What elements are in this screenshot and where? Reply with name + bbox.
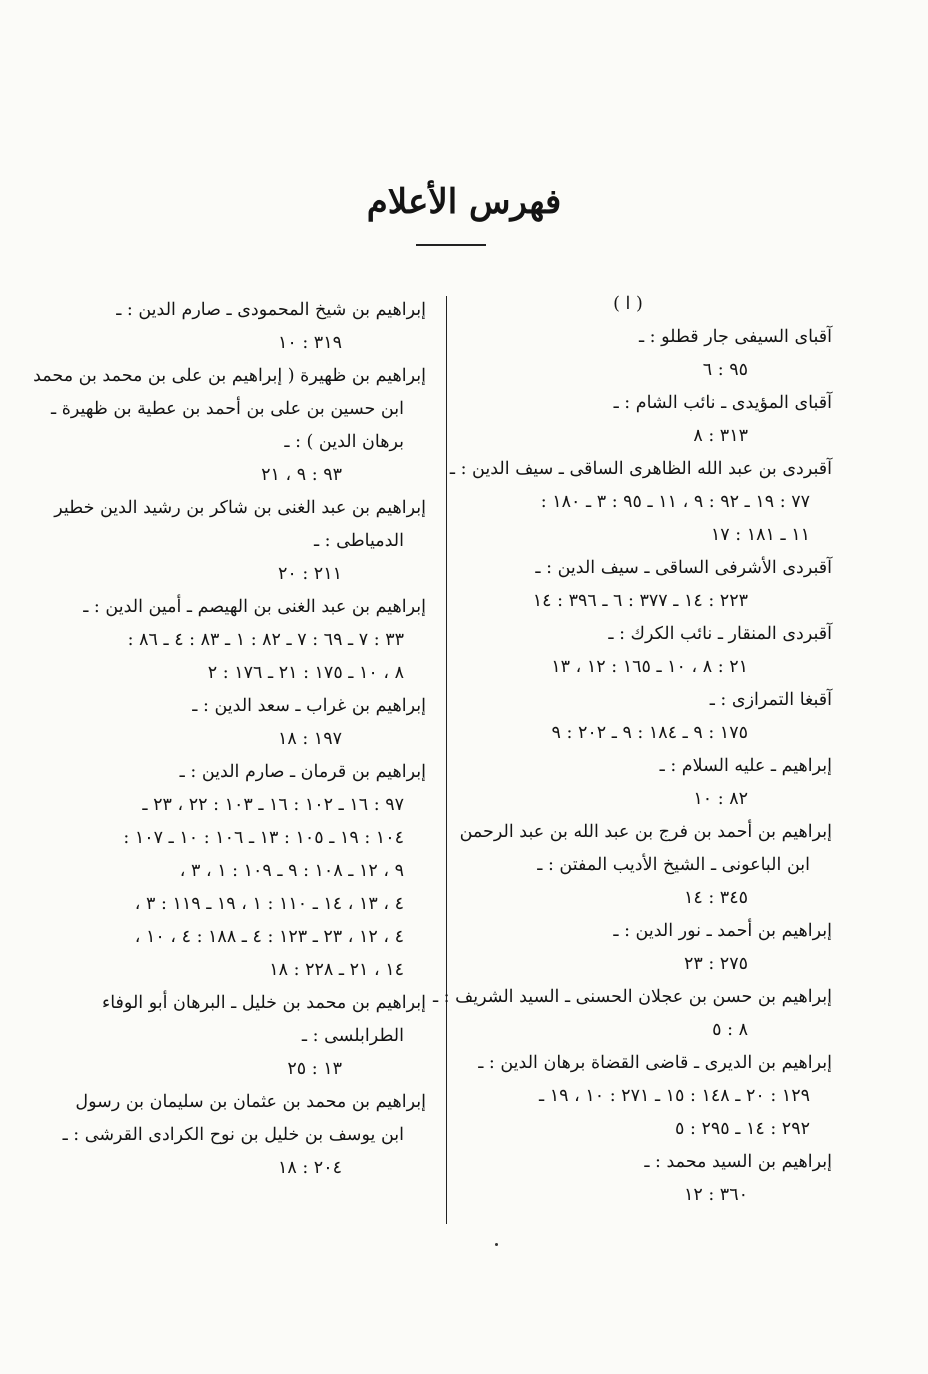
entry-name-continued: الطرابلسى : ـ bbox=[301, 1026, 404, 1046]
page-references: ٤ ، ١٣ ، ١٤ ـ ١١٠ : ١ ، ١٩ ـ ١١٩ : ٣ ، bbox=[134, 894, 404, 914]
entry-name: إبراهيم بن محمد بن عثمان بن سليمان بن رسول bbox=[75, 1092, 426, 1112]
page-references: ٢١ : ٨ ، ١٠ ـ ١٦٥ : ١٢ ، ١٣ bbox=[551, 657, 748, 677]
index-entry bbox=[54, 492, 426, 591]
index-entry bbox=[449, 453, 832, 552]
entry-name: آقباى المؤيدى ـ نائب الشام : ـ bbox=[613, 393, 832, 413]
index-entry bbox=[62, 1086, 426, 1185]
page-references: ٣٤٥ : ١٤ bbox=[683, 888, 748, 908]
entry-name: إبراهيم بن عبد الغنى بن الهيصم ـ أمين الدين : ـ bbox=[83, 597, 426, 617]
page-references: ٣٣ : ٧ ـ ٦٩ : ٧ ـ ٨٢ : ١ ـ ٨٣ : ٤ ـ ٨٦ : bbox=[127, 630, 404, 650]
index-entry bbox=[456, 387, 832, 453]
entry-name: إبراهيم بن شيخ المحمودى ـ صارم الدين : ـ bbox=[116, 300, 426, 320]
page-references: ٨ ، ١٠ ـ ١٧٥ : ٢١ ـ ١٧٦ : ٢ bbox=[207, 663, 404, 683]
index-entry bbox=[456, 684, 832, 750]
section-letter: ( ا ) bbox=[613, 294, 643, 314]
entry-name: إبراهيم بن عبد الغنى بن شاكر بن رشيد الدين خطير bbox=[54, 498, 426, 518]
index-entry bbox=[33, 360, 426, 492]
entry-name: آقباى السيفى جار قطلو : ـ bbox=[638, 327, 832, 347]
entry-name: آقبردى الأشرفى الساقى ـ سيف الدين : ـ bbox=[535, 558, 832, 578]
entry-name: إبراهيم بن أحمد ـ نور الدين : ـ bbox=[613, 921, 832, 941]
index-entry bbox=[456, 816, 832, 915]
index-column-right bbox=[432, 288, 832, 1212]
page-references: ٢٧٥ : ٢٣ bbox=[683, 954, 748, 974]
page-references: ٩ ، ١٢ ـ ١٠٨ : ٩ ـ ١٠٩ : ١ ، ٣ ، bbox=[179, 861, 404, 881]
entry-name-continued: ابن يوسف بن خليل بن نوح الكرادى القرشى : ـ bbox=[62, 1125, 404, 1145]
page-references: ١٩٧ : ١٨ bbox=[277, 729, 342, 749]
entry-name: آقبغا التمرازى : ـ bbox=[709, 690, 832, 710]
page-references: ١٢٩ : ٢٠ ـ ١٤٨ : ١٥ ـ ٢٧١ : ١٠ ، ١٩ ـ bbox=[539, 1086, 810, 1106]
print-speck bbox=[495, 1243, 498, 1246]
entry-name: إبراهيم بن السيد محمد : ـ bbox=[644, 1152, 832, 1172]
index-entry bbox=[456, 750, 832, 816]
page-references: ٣٦٠ : ١٢ bbox=[683, 1185, 748, 1205]
entry-name: إبراهيم ـ عليه السلام : ـ bbox=[659, 756, 832, 776]
entry-name: إبراهيم بن أحمد بن فرج بن عبد الله بن عبد الرحمن bbox=[459, 822, 832, 842]
page-references: ١٤ ، ٢١ ـ ٢٢٨ : ١٨ bbox=[269, 960, 404, 980]
index-entry bbox=[456, 1146, 832, 1212]
entries-list-right bbox=[432, 321, 832, 1212]
entry-name: إبراهيم بن قرمان ـ صارم الدين : ـ bbox=[179, 762, 426, 782]
index-entry bbox=[456, 321, 832, 387]
page-references: ٢٩٢ : ١٤ ـ ٢٩٥ : ٥ bbox=[675, 1119, 810, 1139]
column-divider bbox=[446, 296, 447, 1224]
entry-name: إبراهيم بن ظهيرة ( إبراهيم بن على بن محمد بن محمد bbox=[33, 366, 426, 386]
index-entry bbox=[66, 591, 426, 690]
index-entry bbox=[66, 690, 426, 756]
index-title: فهرس الأعلام bbox=[366, 182, 562, 222]
index-entry bbox=[456, 618, 832, 684]
entries-list-left bbox=[33, 294, 426, 1185]
index-column-left bbox=[33, 294, 426, 1185]
entry-name: إبراهيم بن حسن بن عجلان الحسنى ـ السيد الشريف : ـ bbox=[432, 987, 832, 1007]
entry-name-continued: ابن حسين بن على بن أحمد بن عطية بن ظهيرة ـ bbox=[51, 399, 404, 419]
index-entry bbox=[456, 915, 832, 981]
entry-name: إبراهيم بن غراب ـ سعد الدين : ـ bbox=[192, 696, 426, 716]
page-references: ٩٣ : ٩ ، ٢١ bbox=[261, 465, 342, 485]
page-references: ٢١١ : ٢٠ bbox=[277, 564, 342, 584]
page-references: ٨ : ٥ bbox=[712, 1020, 748, 1040]
entry-name-continued: برهان الدين ) : ـ bbox=[284, 432, 404, 452]
title-rule bbox=[416, 244, 486, 246]
page-references: ٢٢٣ : ١٤ ـ ٣٧٧ : ٦ ـ ٣٩٦ : ١٤ bbox=[532, 591, 748, 611]
index-entry bbox=[66, 756, 426, 987]
index-entry bbox=[456, 1047, 832, 1146]
page-references: ١٧٥ : ٩ ـ ١٨٤ : ٩ ـ ٢٠٢ : ٩ bbox=[551, 723, 748, 743]
entry-name-continued: الدمياطى : ـ bbox=[313, 531, 404, 551]
page-references: ٩٧ : ١٦ ـ ١٠٢ : ١٦ ـ ١٠٣ : ٢٢ ، ٢٣ ـ bbox=[142, 795, 404, 815]
entry-name-continued: ابن الباعونى ـ الشيخ الأديب المفتن : ـ bbox=[537, 855, 810, 875]
page-references: ١٠٤ : ١٩ ـ ١٠٥ : ١٣ ـ ١٠٦ : ١٠ ـ ١٠٧ : bbox=[123, 828, 404, 848]
page-references: ١٣ : ٢٥ bbox=[287, 1059, 342, 1079]
index-entry bbox=[456, 552, 832, 618]
entry-name: آقبردى بن عبد الله الظاهرى الساقى ـ سيف الدين : ـ bbox=[449, 459, 832, 479]
page-references: ٢٠٤ : ١٨ bbox=[277, 1158, 342, 1178]
entry-name: إبراهيم بن الديرى ـ قاضى القضاة برهان الدين : ـ bbox=[478, 1053, 832, 1073]
page-references: ٤ ، ١٢ ، ٢٣ ـ ١٢٣ : ٤ ـ ١٨٨ : ٤ ، ١٠ ، bbox=[134, 927, 404, 947]
page-references: ٧٧ : ١٩ ـ ٩٢ : ٩ ، ١١ ـ ٩٥ : ٣ ـ ١٨٠ : bbox=[540, 492, 810, 512]
index-entry bbox=[66, 987, 426, 1086]
page-references: ٨٢ : ١٠ bbox=[693, 789, 748, 809]
page-references: ٩٥ : ٦ bbox=[702, 360, 748, 380]
page-references: ٣١٩ : ١٠ bbox=[277, 333, 342, 353]
index-entry bbox=[66, 294, 426, 360]
page-references: ١١ ـ ١٨١ : ١٧ bbox=[710, 525, 810, 545]
entry-name: آقبردى المنقار ـ نائب الكرك : ـ bbox=[608, 624, 832, 644]
entry-name: إبراهيم بن محمد بن خليل ـ البرهان أبو الوفاء bbox=[101, 993, 426, 1013]
page-references: ٣١٣ : ٨ bbox=[693, 426, 748, 446]
index-entry bbox=[432, 981, 832, 1047]
